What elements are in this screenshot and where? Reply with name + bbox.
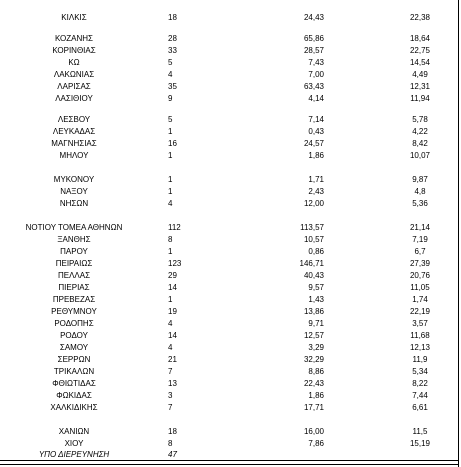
case-count: 47 <box>168 450 177 459</box>
rate-value: 40,43 <box>303 271 324 280</box>
average-value: 12,13 <box>409 343 431 352</box>
average-value: 7,44 <box>412 391 428 400</box>
case-count: 18 <box>168 13 177 22</box>
case-count: 13 <box>168 379 177 388</box>
average-value: 27,39 <box>409 259 431 268</box>
table-row <box>0 426 461 438</box>
case-count: 35 <box>168 82 177 91</box>
table-row <box>0 69 461 81</box>
table-row <box>0 33 461 45</box>
rate-value: 2,43 <box>308 187 324 196</box>
district-name: ΞΑΝΘΗΣ <box>57 235 91 244</box>
average-value: 5,36 <box>412 199 428 208</box>
district-name: ΛΕΥΚΑΔΑΣ <box>52 127 96 136</box>
average-value: 9,87 <box>412 175 428 184</box>
average-value: 21,14 <box>409 223 431 232</box>
table-row <box>0 270 461 282</box>
case-count: 7 <box>168 403 173 412</box>
case-count: 123 <box>168 259 182 268</box>
rate-value: 7,14 <box>308 115 324 124</box>
rate-value: 3,29 <box>308 343 324 352</box>
district-name: ΜΥΚΟΝΟΥ <box>53 175 95 184</box>
case-count: 1 <box>168 295 173 304</box>
district-name: ΝΟΤΙΟΥ ΤΟΜΕΑ ΑΘΗΝΩΝ <box>25 223 123 232</box>
table-row <box>0 45 461 57</box>
district-name: ΛΑΚΩΝΙΑΣ <box>53 70 95 79</box>
average-value: 11,05 <box>410 283 430 292</box>
district-name: ΦΩΚΙΔΑΣ <box>56 391 92 400</box>
case-count: 1 <box>168 151 173 160</box>
table-row <box>0 174 461 186</box>
rate-value: 22,43 <box>303 379 324 388</box>
case-count: 112 <box>168 223 181 232</box>
rate-value: 65,86 <box>303 34 324 43</box>
district-name: ΧΑΝΙΩΝ <box>58 427 90 436</box>
rate-value: 12,57 <box>303 331 324 340</box>
case-count: 28 <box>168 34 177 43</box>
rate-value: 16,00 <box>303 427 324 436</box>
table-row <box>0 366 461 378</box>
case-count: 1 <box>168 175 173 184</box>
average-value: 14,54 <box>409 58 431 67</box>
case-count: 9 <box>168 94 173 103</box>
district-name: ΠΕΙΡΑΙΩΣ <box>55 259 93 268</box>
district-name: ΛΑΣΙΘΙΟΥ <box>55 94 93 103</box>
rate-value: 10,57 <box>303 235 324 244</box>
case-count: 21 <box>168 355 177 364</box>
table-row <box>0 282 461 294</box>
district-name: ΡΟΔΟΥ <box>60 331 88 340</box>
district-name: ΠΡΕΒΕΖΑΣ <box>52 295 96 304</box>
average-value: 4,49 <box>412 70 428 79</box>
case-count: 33 <box>168 46 177 55</box>
table-row <box>0 186 461 198</box>
table-row <box>0 402 461 414</box>
district-name: ΡΟΔΟΠΗΣ <box>54 319 94 328</box>
average-value: 8,22 <box>412 379 428 388</box>
case-count: 4 <box>168 343 173 352</box>
case-count: 14 <box>168 331 177 340</box>
district-name: ΡΕΘΥΜΝΟΥ <box>51 307 97 316</box>
table-row <box>0 222 461 234</box>
district-name: ΚΟΡΙΝΘΙΑΣ <box>52 46 96 55</box>
rate-value: 13,86 <box>303 307 324 316</box>
district-name: ΝΑΞΟΥ <box>60 187 88 196</box>
average-value: 6,7 <box>414 247 426 256</box>
rate-value: 1,43 <box>308 295 324 304</box>
average-value: 22,75 <box>409 46 431 55</box>
district-name: ΚΟΖΑΝΗΣ <box>54 34 94 43</box>
rate-value: 146,71 <box>299 259 324 268</box>
rate-value: 7,00 <box>308 70 324 79</box>
average-value: 7,19 <box>412 235 428 244</box>
rate-value: 9,57 <box>308 283 324 292</box>
average-value: 5,34 <box>412 367 428 376</box>
rate-value: 1,86 <box>308 151 324 160</box>
district-name: ΜΗΛΟΥ <box>59 151 89 160</box>
case-count: 8 <box>168 235 173 244</box>
average-value: 8,42 <box>412 139 428 148</box>
table-bottom-border <box>0 464 459 465</box>
rate-value: 1,86 <box>308 391 324 400</box>
district-name: ΧΙΟΥ <box>64 439 84 448</box>
rate-value: 7,86 <box>308 439 324 448</box>
table-row <box>0 306 461 318</box>
table-row <box>0 12 461 24</box>
district-name: ΜΑΓΝΗΣΙΑΣ <box>51 139 97 148</box>
district-name: ΛΑΡΙΣΑΣ <box>57 82 91 91</box>
rate-value: 24,57 <box>303 139 324 148</box>
district-name: ΠΑΡΟΥ <box>60 247 88 256</box>
district-name: ΧΑΛΚΙΔΙΚΗΣ <box>50 403 98 412</box>
case-count: 4 <box>168 319 173 328</box>
district-name: ΥΠΟ ΔΙΕΡΕΥΝΗΣΗ <box>38 450 110 459</box>
rate-value: 4,14 <box>308 94 324 103</box>
average-value: 12,31 <box>409 82 431 91</box>
district-name: ΝΗΣΩΝ <box>59 199 89 208</box>
rate-value: 63,43 <box>303 82 324 91</box>
case-count: 5 <box>168 58 173 67</box>
table-row <box>0 330 461 342</box>
average-value: 1,74 <box>412 295 428 304</box>
rate-value: 113,57 <box>300 223 324 232</box>
case-count: 18 <box>168 427 177 436</box>
district-name: ΦΘΙΩΤΙΔΑΣ <box>52 379 96 388</box>
average-value: 10,07 <box>409 151 431 160</box>
table-row <box>0 449 461 461</box>
case-count: 5 <box>168 115 173 124</box>
table-row <box>0 93 461 105</box>
case-count: 16 <box>168 139 177 148</box>
district-name: ΚΙΛΚΙΣ <box>61 13 87 22</box>
table-row <box>0 354 461 366</box>
case-count: 7 <box>168 367 173 376</box>
table-row <box>0 126 461 138</box>
case-count: 29 <box>168 271 177 280</box>
district-name: ΠΕΛΛΑΣ <box>57 271 91 280</box>
rate-value: 24,43 <box>303 13 324 22</box>
average-value: 20,76 <box>409 271 431 280</box>
district-name: ΛΕΣΒΟΥ <box>57 115 91 124</box>
table-row <box>0 81 461 93</box>
district-name: ΣΕΡΡΩΝ <box>57 355 91 364</box>
average-value: 4,8 <box>414 187 426 196</box>
district-name: ΤΡΙΚΑΛΩΝ <box>53 367 95 376</box>
rate-value: 0,43 <box>308 127 324 136</box>
average-value: 6,61 <box>412 403 428 412</box>
average-value: 11,5 <box>412 427 428 436</box>
average-value: 4,22 <box>412 127 428 136</box>
case-count: 14 <box>168 283 177 292</box>
table-row <box>0 390 461 402</box>
average-value: 18,64 <box>409 34 431 43</box>
average-value: 11,94 <box>410 94 430 103</box>
last-row-underline <box>0 460 459 461</box>
rate-value: 12,00 <box>303 199 324 208</box>
district-name: ΚΩ <box>68 58 80 67</box>
average-value: 22,38 <box>409 13 431 22</box>
table-row <box>0 294 461 306</box>
case-count: 3 <box>168 391 173 400</box>
table-row <box>0 318 461 330</box>
table-row <box>0 378 461 390</box>
table-row <box>0 138 461 150</box>
case-count: 1 <box>168 247 173 256</box>
average-value: 15,19 <box>409 439 431 448</box>
case-count: 4 <box>168 199 173 208</box>
average-value: 3,57 <box>412 319 428 328</box>
average-value: 11,9 <box>412 355 428 364</box>
case-count: 19 <box>168 307 177 316</box>
case-count: 1 <box>168 127 173 136</box>
table-row <box>0 246 461 258</box>
case-count: 8 <box>168 439 173 448</box>
table-row <box>0 258 461 270</box>
table-row <box>0 198 461 210</box>
rate-value: 8,86 <box>308 367 324 376</box>
table-row <box>0 342 461 354</box>
rate-value: 32,29 <box>303 355 324 364</box>
rate-value: 9,71 <box>308 319 324 328</box>
average-value: 5,78 <box>412 115 428 124</box>
table-row <box>0 234 461 246</box>
district-name: ΣΑΜΟΥ <box>59 343 89 352</box>
rate-value: 7,43 <box>308 58 324 67</box>
rate-value: 0,86 <box>308 247 324 256</box>
case-count: 4 <box>168 70 173 79</box>
table-row <box>0 57 461 69</box>
district-name: ΠΙΕΡΙΑΣ <box>58 283 90 292</box>
rate-value: 17,71 <box>303 403 324 412</box>
average-value: 11,68 <box>410 331 430 340</box>
table-row <box>0 114 461 126</box>
case-count: 1 <box>168 187 173 196</box>
table-row <box>0 150 461 162</box>
rate-value: 28,57 <box>303 46 324 55</box>
average-value: 22,19 <box>409 307 431 316</box>
rate-value: 1,71 <box>308 175 324 184</box>
